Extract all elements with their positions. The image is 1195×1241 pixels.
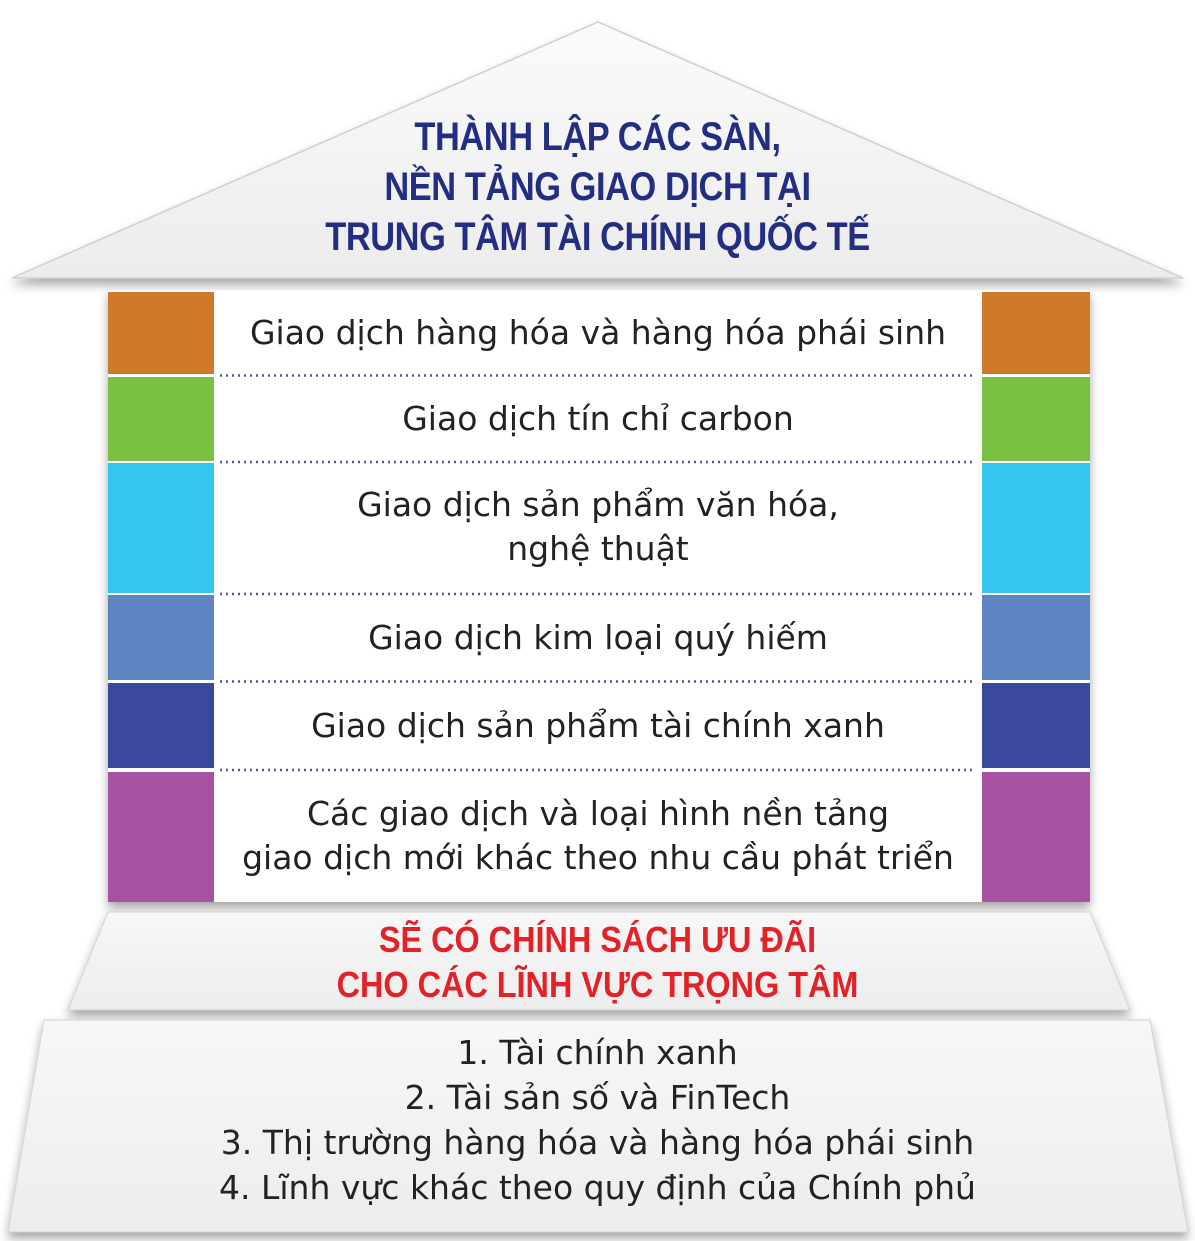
focus-area-item: 1. Tài chính xanh bbox=[457, 1033, 738, 1072]
platform-row-culture-art bbox=[218, 463, 978, 591]
platform-row-green-finance bbox=[218, 683, 978, 768]
platform-label: nghệ thuật bbox=[507, 529, 689, 568]
platform-row-commodities bbox=[218, 292, 978, 374]
policy-title bbox=[240, 917, 956, 1007]
left-pillar-block bbox=[108, 772, 214, 902]
focus-area-item: 2. Tài sản số và FinTech bbox=[404, 1078, 791, 1117]
right-pillar-block bbox=[982, 595, 1090, 680]
platform-label: giao dịch mới khác theo nhu cầu phát triển bbox=[242, 838, 954, 877]
right-pillar-block bbox=[982, 377, 1090, 461]
focus-area-list bbox=[150, 1030, 1045, 1210]
roof-title bbox=[256, 112, 940, 262]
platform-label: Giao dịch hàng hóa và hàng hóa phái sinh bbox=[249, 313, 947, 352]
right-pillar-block bbox=[982, 772, 1090, 902]
platform-label: Giao dịch sản phẩm văn hóa, bbox=[357, 485, 839, 524]
focus-area-item: 3. Thị trường hàng hóa và hàng hóa phái sinh bbox=[220, 1123, 975, 1162]
policy-title-line-2: CHO CÁC LĨNH VỰC TRỌNG TÂM bbox=[336, 964, 859, 1005]
platform-row-other bbox=[218, 772, 978, 900]
left-pillar-block bbox=[108, 377, 214, 461]
roof-title-line-1: THÀNH LẬP CÁC SÀN, bbox=[414, 115, 781, 159]
policy-title-line-1: SẼ CÓ CHÍNH SÁCH ƯU ĐÃI bbox=[378, 919, 817, 960]
right-pillar-block bbox=[982, 683, 1090, 768]
left-pillar-block bbox=[108, 292, 214, 374]
right-pillar-block bbox=[982, 463, 1090, 593]
left-pillar-block bbox=[108, 683, 214, 768]
roof-title-line-3: TRUNG TÂM TÀI CHÍNH QUỐC TẾ bbox=[325, 215, 870, 259]
right-pillar-block bbox=[982, 292, 1090, 374]
platform-label: Giao dịch kim loại quý hiếm bbox=[368, 617, 828, 657]
platform-label: Giao dịch tín chỉ carbon bbox=[402, 399, 794, 438]
roof-title-line-2: NỀN TẢNG GIAO DỊCH TẠI bbox=[384, 165, 811, 209]
focus-area-item: 4. Lĩnh vực khác theo quy định của Chính phủ bbox=[219, 1168, 976, 1207]
left-pillar-block bbox=[108, 463, 214, 593]
platform-row-precious-metals bbox=[218, 595, 978, 680]
platform-label: Các giao dịch và loại hình nền tảng bbox=[306, 794, 890, 833]
platform-row-carbon bbox=[218, 377, 978, 461]
left-pillar-block bbox=[108, 595, 214, 680]
platform-label: Giao dịch sản phẩm tài chính xanh bbox=[311, 705, 885, 745]
